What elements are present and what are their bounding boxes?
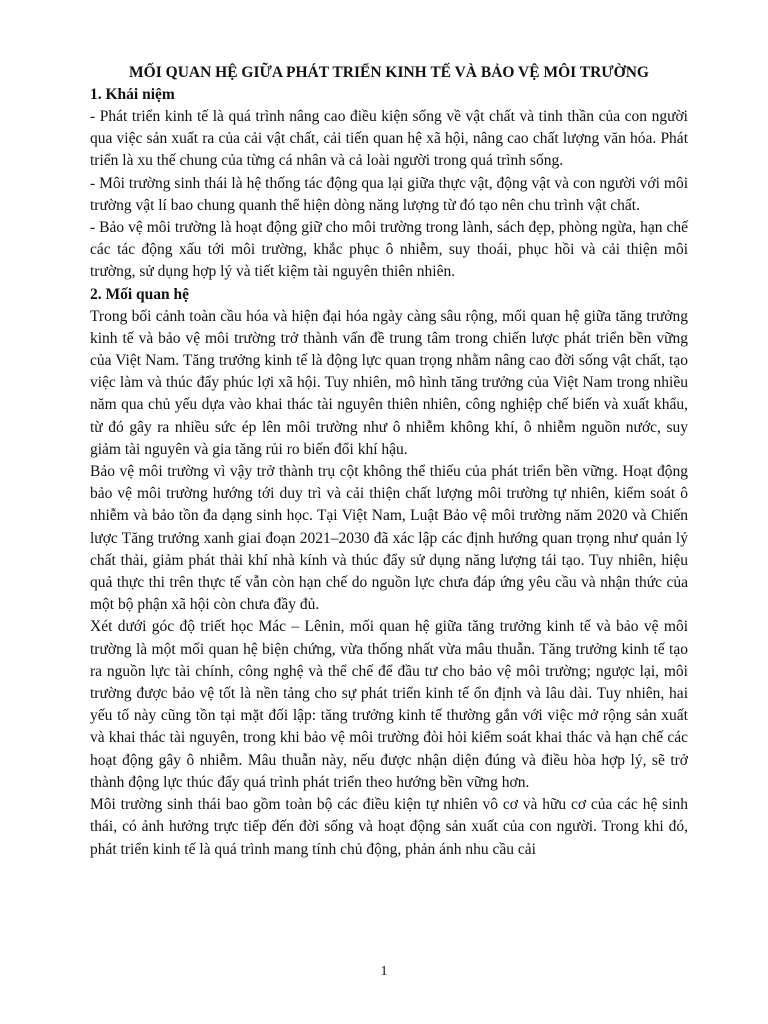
document-title: MỐI QUAN HỆ GIỮA PHÁT TRIỂN KINH TẾ VÀ BẢO VỆ MÔI TRƯỜNG (129, 64, 649, 81)
section-heading-concepts: 1. Khái niệm (90, 86, 175, 103)
paragraph: Trong bối cảnh toàn cầu hóa và hiện đại hóa ngày càng sâu rộng, mối quan hệ giữa tăng trưởng kinh tế và bảo vệ môi trường trở thành vấn đề trung tâm trong chiến lược phát triển bền vững của Việt Nam. Tăng trưởng kinh tế là động lực quan trọng nhằm nâng cao đời sống vật chất, tạo việc làm và thúc đẩy phúc lợi xã hội. Tuy nhiên, mô hình tăng trưởng của Việt Nam trong nhiều năm qua chủ yếu dựa vào khai thác tài nguyên thiên nhiên, công nghiệp chế biến và xuất khẩu, từ đó gây ra nhiều sức ép lên môi trường như ô nhiễm không khí, ô nhiễm nguồn nước, suy giảm tài nguyên và gia tăng rủi ro biến đổi khí hậu. (90, 307, 688, 458)
paragraph: Xét dưới góc độ triết học Mác – Lênin, mối quan hệ giữa tăng trưởng kinh tế và bảo vệ môi trường là một mối quan hệ biện chứng, vừa thống nhất vừa mâu thuẫn. Tăng trưởng kinh tế tạo ra nguồn lực tài chính, công nghệ và thể chế để đầu tư cho bảo vệ môi trường; ngược lại, môi trường được bảo vệ tốt là nền tảng cho sự phát triển kinh tế ổn định và lâu dài. Tuy nhiên, hai yếu tố này cũng tồn tại mặt đối lập: tăng trưởng kinh tế thường gắn với việc mở rộng sản xuất và khai thác tài nguyên, trong khi bảo vệ môi trường đòi hỏi kiểm soát khai thác và hạn chế các hoạt động gây ô nhiễm. Mâu thuẫn này, nếu được nhận diện đúng và điều hòa hợp lý, sẽ trở thành động lực thúc đẩy quá trình phát triển theo hướng bền vững hơn. (90, 618, 688, 791)
section-heading-relationship: 2. Mối quan hệ (90, 285, 190, 303)
paragraph: - Phát triển kinh tế là quá trình nâng cao điều kiện sống về vật chất và tinh thần của con người qua việc sản xuất ra của cải vật chất, cải tiến quan hệ xã hội, nâng cao chất lượng văn hóa. Phát triển là xu thế chung của từng cá nhân và cả loài người trong quá trình sống. (90, 108, 688, 170)
paragraph: Bảo vệ môi trường vì vậy trở thành trụ cột không thể thiếu của phát triển bền vững. Hoạt động bảo vệ môi trường hướng tới duy trì và cải thiện chất lượng môi trường tự nhiên, kiểm soát ô nhiễm và bảo tồn đa dạng sinh học. Tại Việt Nam, Luật Bảo vệ môi trường năm 2020 và Chiến lược Tăng trưởng xanh giai đoạn 2021–2030 đã xác lập các định hướng quan trọng như quản lý chất thải, giảm phát thải khí nhà kính và thúc đẩy sử dụng năng lượng tái tạo. Tuy nhiên, hiệu quả thực thi trên thực tế vẫn còn hạn chế do nguồn lực chưa đáp ứng yêu cầu và nhận thức của một bộ phận xã hội còn chưa đầy đủ. (90, 463, 688, 614)
paragraph: Môi trường sinh thái bao gồm toàn bộ các điều kiện tự nhiên vô cơ và hữu cơ của các hệ sinh thái, có ảnh hưởng trực tiếp đến đời sống và hoạt động sản xuất của con người. Trong khi đó, phát triển kinh tế là quá trình mang tính chủ động, phản ánh nhu cầu cải (90, 796, 688, 858)
page-number: 1 (380, 964, 388, 979)
paragraph: - Môi trường sinh thái là hệ thống tác động qua lại giữa thực vật, động vật và con người với môi trường vật lí bao chung quanh thể hiện dòng năng lượng từ đó tạo nên chu trình vật chất. (90, 174, 688, 214)
paragraph: - Bảo vệ môi trường là hoạt động giữ cho môi trường trong lành, sách đẹp, phòng ngừa, hạn chế các tác động xấu tới môi trường, khắc phục ô nhiễm, suy thoái, phục hồi và cải thiện môi trường, sử dụng hợp lý và tiết kiệm tài nguyên thiên nhiên. (90, 219, 688, 281)
